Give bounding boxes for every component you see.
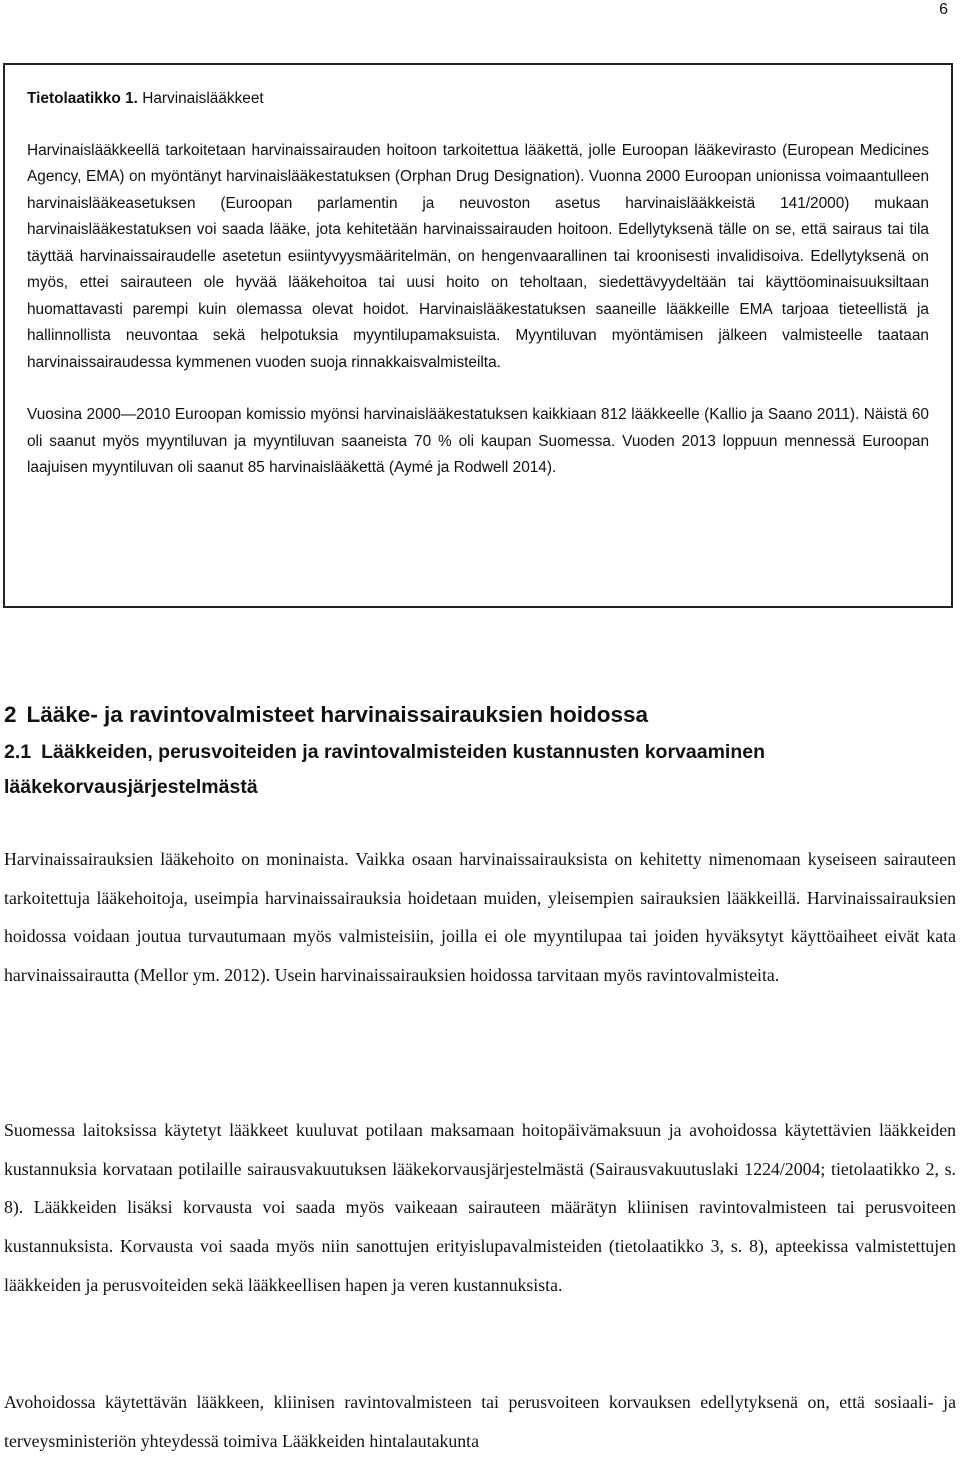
body-paragraph: Harvinaissairauksien lääkehoito on moninaista. Vaikka osaan harvinaissairauksista on kehitetty nimenomaan kyseiseen sairauteen tarkoitettuja lääkehoitoja, useimpia harvinaissairauksia hoidetaan muiden, yleisempien sairauksien lääkkeillä. Harvinaissairauksien hoidossa voidaan joutua turvautumaan myös valmisteisiin, joilla ei ole myyntilupaa tai joiden hyväksytyt käyttöaiheet eivät kata harvinaissairautta (Mellor ym. 2012). Usein harvinaissairauksien hoidossa tarvitaan myös ravintovalmisteita.: [4, 849, 956, 986]
info-box: [3, 63, 953, 608]
subsection-number: 2.1: [4, 741, 32, 763]
subsection-title: Lääkkeiden, perusvoiteiden ja ravintovalmisteiden kustannusten korvaaminen lääkekorvausjärjestelmästä: [4, 741, 766, 798]
info-box-title-label: Tietolaatikko 1.: [27, 90, 138, 107]
body-paragraph: Suomessa laitoksissa käytetyt lääkkeet kuuluvat potilaan maksamaan hoitopäivämaksuun ja avohoidossa käytettävien lääkkeiden kustannuksia korvataan potilaille sairausvakuutuksen lääkekorvausjärjestelmästä (Sairausvakuutuslaki 1224/2004; tietolaatikko 2, s. 8). Lääkkeiden lisäksi korvausta voi saada myös vaikeaan sairauteen määrätyn kliinisen ravintovalmisteen tai perusvoiteen kustannuksista. Korvausta voi saada myös niin sanottujen erityislupavalmisteiden (tietolaatikko 3, s. 8), apteekissa valmistettujen lääkkeiden ja perusvoiteiden sekä lääkkeellisen hapen ja veren kustannuksista.: [4, 1120, 956, 1295]
info-box-title-text: Harvinaislääkkeet: [137, 90, 264, 107]
info-box-paragraph: Harvinaislääkkeellä tarkoitetaan harvinaissairauden hoitoon tarkoitettua lääkettä, jolle Euroopan lääkevirasto (European Medicines Agency, EMA) on myöntänyt harvinaislääkestatuksen (Orphan Drug Designation). Vuonna 2000 Euroopan unionissa voimaantulleen harvinaislääkeasetuksen (Euroopan parlamentin ja neuvoston asetus harvinaislääkkeistä 141/2000) mukaan harvinaislääkestatuksen voi saada lääke, jota kehitetään harvinaissairauden hoitoon. Edellytyksenä tälle on se, että sairaus tai tila täyttää harvinaissairaudelle asetetun esiintyvyysmääritelmän, on hengenvaarallinen tai kroonisesti invalidisoiva. Edellytyksenä on myös, ettei sairauteen ole hyvää lääkehoitoa tai uusi hoito on teholtaan, siedettävyydeltään tai käyttöominaisuuksiltaan huomattavasti parempi kuin olemassa olevat hoidot. Harvinaislääkestatuksen saaneille lääkkeille EMA tarjoaa tieteellistä ja hallinnollista neuvontaa sekä helpotuksia myyntilupamaksuista. Myyntiluvan myöntämisen jälkeen valmisteelle taataan harvinaissairaudessa kymmenen vuoden suoja rinnakkaisvalmisteilta.: [27, 141, 929, 371]
body-paragraph: Avohoidossa käytettävän lääkkeen, kliinisen ravintovalmisteen tai perusvoiteen korvauksen edellytyksenä on, että sosiaali- ja terveysministeriön yhteydessä toimiva Lääkkeiden hintalautakunta: [4, 1392, 956, 1451]
section-heading: [4, 699, 648, 731]
subsection-heading: [4, 735, 924, 805]
info-box-paragraph: Vuosina 2000—2010 Euroopan komissio myönsi harvinaislääkestatuksen kaikkiaan 812 lääkkeelle (Kallio ja Saano 2011). Näistä 60 oli saanut myös myyntiluvan ja myyntiluvan saaneista 70 % oli kaupan Suomessa. Vuoden 2013 loppuun mennessä Euroopan laajuisen myyntiluvan oli saanut 85 harvinaislääkettä (Aymé ja Rodwell 2014).: [27, 406, 929, 476]
page-number: 6: [939, 1, 948, 18]
info-box-title: [27, 86, 929, 113]
section-title: Lääke- ja ravintovalmisteet harvinaissairauksien hoidossa: [26, 702, 649, 727]
section-number: 2: [4, 702, 17, 727]
